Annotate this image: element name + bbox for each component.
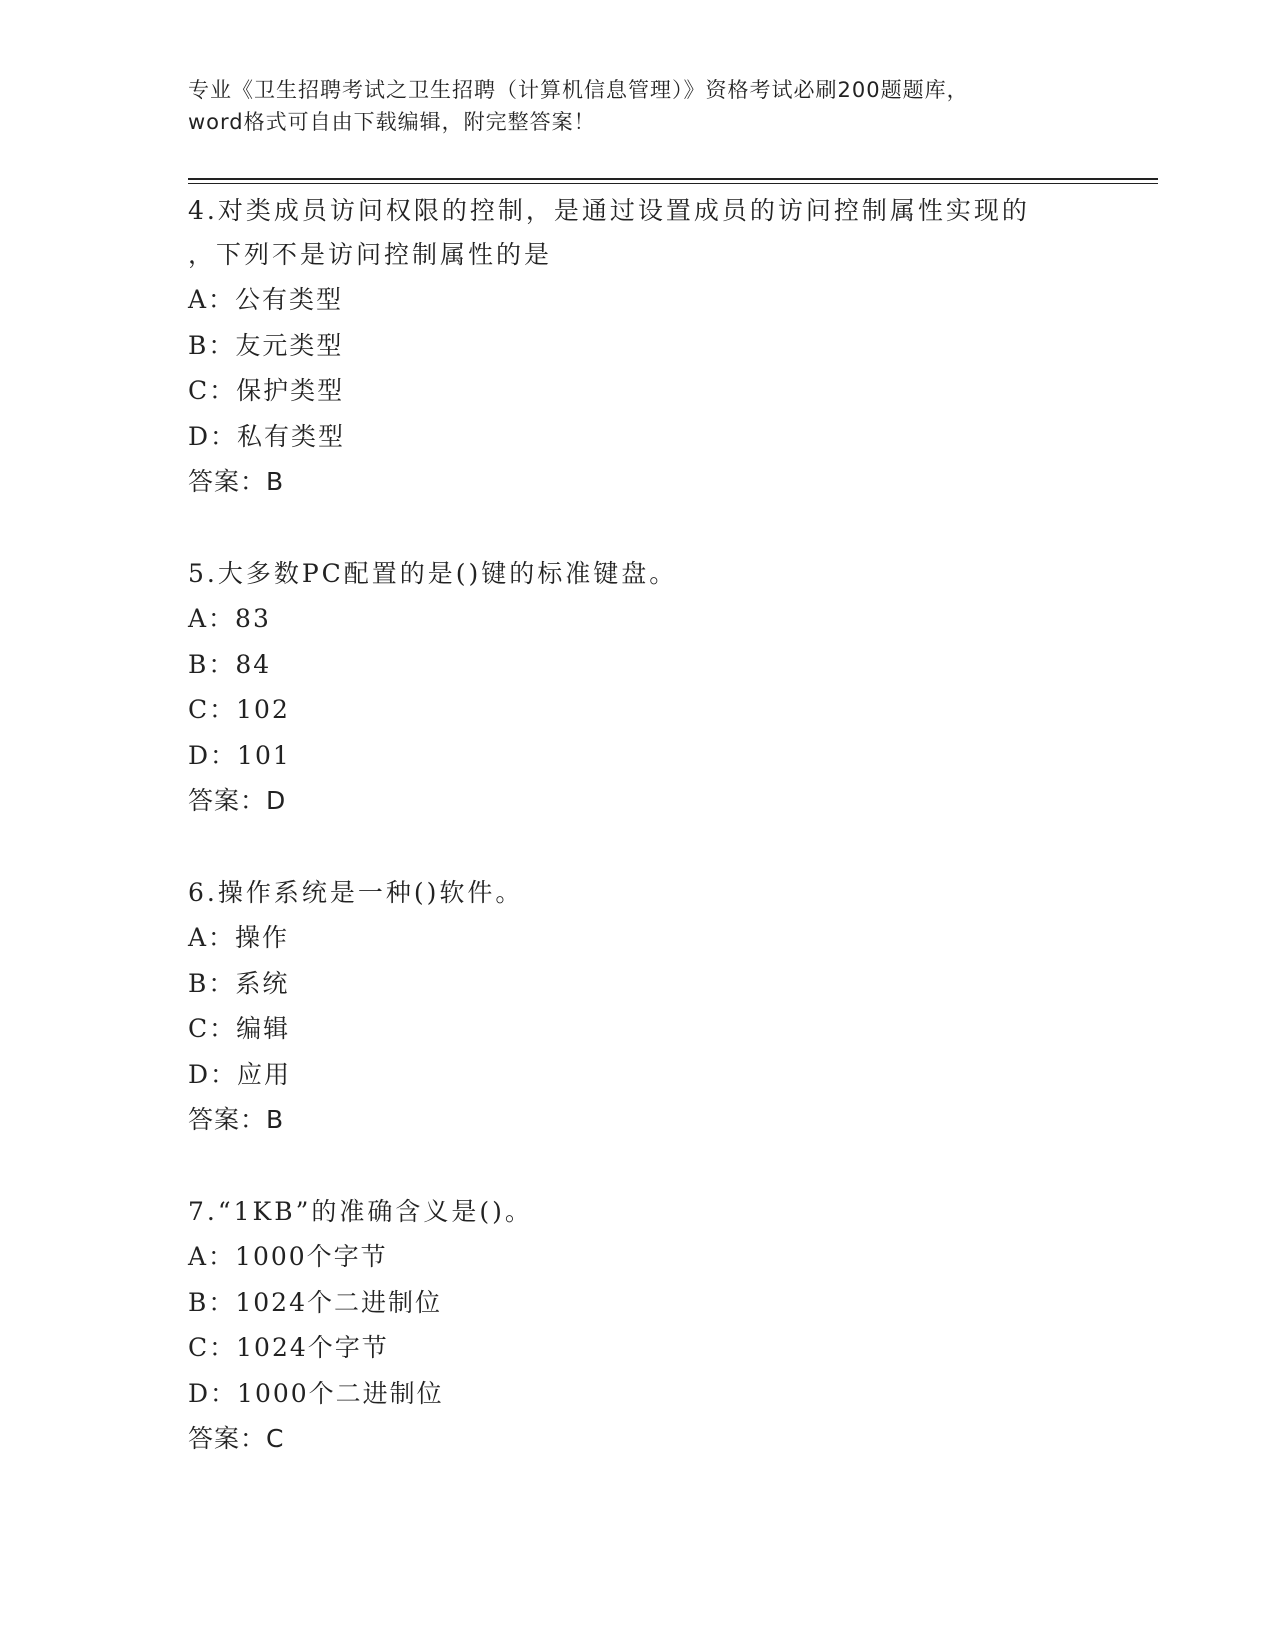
header-title-line-1: 专业《卫生招聘考试之卫生招聘（计算机信息管理）》资格考试必刷200题题库，: [188, 78, 969, 102]
question-4: [188, 189, 1088, 505]
question-stem-line: 4.对类成员访问权限的控制，是通过设置成员的访问控制属性实现的: [188, 196, 1030, 225]
answer-line: 答案：C: [188, 1424, 285, 1453]
question-5: [188, 552, 1088, 824]
header-title-line-2: word格式可自由下载编辑，附完整答案！: [188, 110, 596, 134]
option-c: C：1024个字节: [188, 1333, 389, 1362]
option-b: B：84: [188, 649, 272, 679]
answer-line: 答案：D: [188, 786, 287, 815]
question-stem-line: 6.操作系统是一种()软件。: [188, 878, 524, 907]
option-d: D：1000个二进制位: [188, 1378, 444, 1408]
option-a: A：1000个字节: [188, 1242, 388, 1271]
option-c: C：编辑: [188, 1014, 291, 1043]
option-a: A：操作: [188, 923, 290, 952]
question-stem-line: 5.大多数PC配置的是()键的标准键盘。: [188, 559, 678, 588]
option-d: D：应用: [188, 1059, 292, 1089]
option-b: B：系统: [188, 968, 290, 998]
option-b: B：友元类型: [188, 330, 344, 360]
option-a: A：83: [188, 604, 271, 633]
option-c: C：保护类型: [188, 376, 345, 405]
option-a: A：公有类型: [188, 285, 344, 314]
option-d: D：私有类型: [188, 421, 346, 451]
question-7: [188, 1190, 1088, 1462]
document-header: [188, 74, 1088, 138]
answer-line: 答案：B: [188, 467, 285, 496]
header-divider-thin: [188, 183, 1158, 184]
header-divider-thick: [188, 178, 1158, 180]
question-stem-line: ，下列不是访问控制属性的是: [188, 240, 553, 269]
option-d: D：101: [188, 740, 291, 770]
option-b: B：1024个二进制位: [188, 1287, 442, 1317]
question-6: [188, 871, 1088, 1143]
answer-line: 答案：B: [188, 1105, 285, 1134]
question-stem-line: 7.“1KB”的准确含义是()。: [188, 1197, 533, 1226]
option-c: C：102: [188, 695, 290, 724]
